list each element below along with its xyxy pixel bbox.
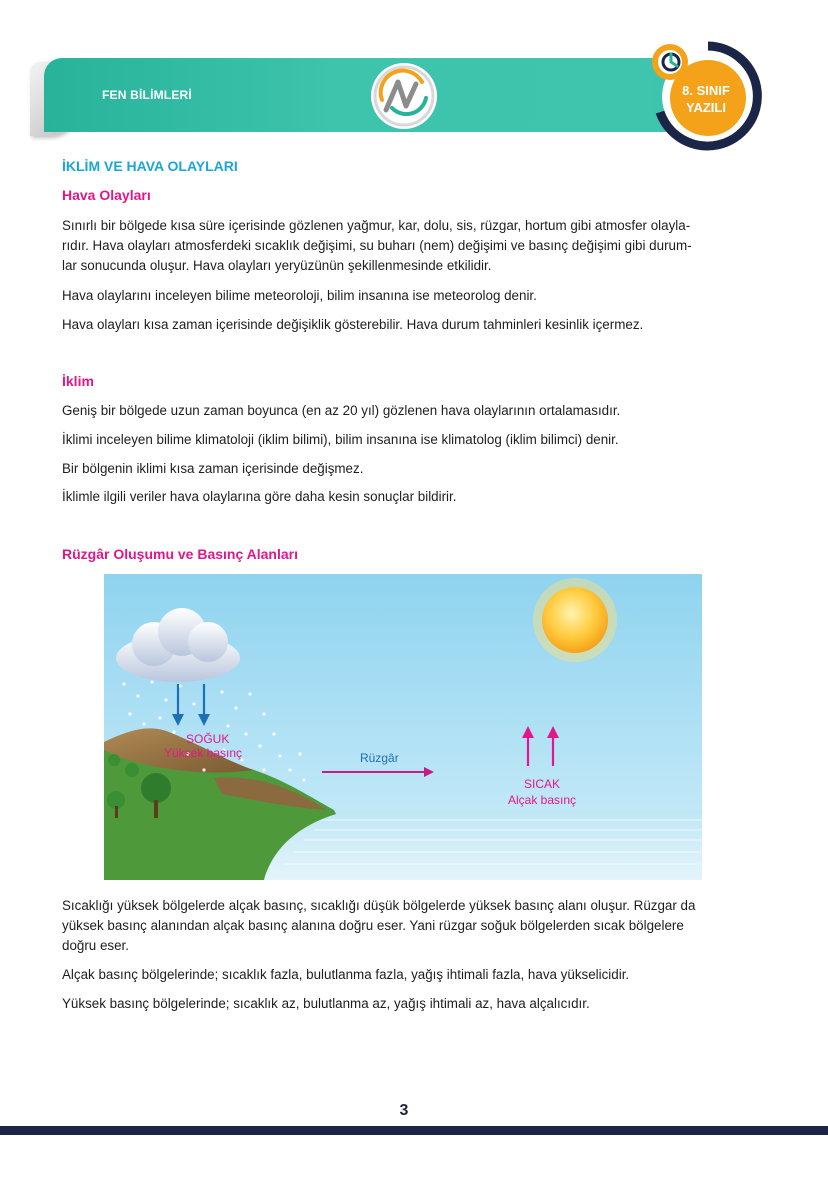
badge-grade: 8. SINIF bbox=[682, 83, 730, 98]
page-number: 3 bbox=[399, 1102, 409, 1119]
climate-paragraph-3: Bir bölgenin iklimi kısa zaman içerisinde değişmez. bbox=[62, 461, 364, 476]
wind-label: Rüzgâr bbox=[360, 751, 399, 765]
low-pressure-label: Alçak basınç bbox=[508, 793, 577, 807]
wind-p1-line-3: doğru eser. bbox=[62, 938, 129, 953]
weather-paragraph-3: Hava olayları kısa zaman içerisinde değişiklik gösterebilir. Hava durum tahminleri kesinlik içermez. bbox=[62, 317, 644, 332]
climate-heading: İklim bbox=[62, 373, 94, 389]
wind-paragraph-3: Yüksek basınç bölgelerinde; sıcaklık az, bulutlanma az, yağış ihtimali az, hava alçalıcıdır. bbox=[62, 996, 590, 1011]
grade-badge-text bbox=[668, 82, 744, 116]
high-pressure-label: Yüksek basınç bbox=[164, 746, 243, 760]
hot-label: SICAK bbox=[524, 777, 561, 791]
badge-exam: YAZILI bbox=[686, 100, 726, 115]
climate-paragraph-1: Geniş bir bölgede uzun zaman boyunca (en az 20 yıl) gözlenen hava olaylarının ortalamasıdır. bbox=[62, 403, 621, 418]
sun-icon bbox=[533, 578, 617, 662]
climate-paragraph-4: İklimle ilgili veriler hava olaylarına göre daha kesin sonuçlar bildirir. bbox=[62, 489, 457, 504]
publisher-logo-icon bbox=[370, 62, 438, 130]
weather-heading: Hava Olayları bbox=[62, 187, 151, 203]
weather-paragraph-1 bbox=[62, 216, 752, 276]
wind-pressure-illustration bbox=[104, 574, 702, 880]
wind-paragraph-1 bbox=[62, 896, 752, 956]
footer-bar bbox=[0, 1126, 828, 1135]
wind-heading: Rüzgâr Oluşumu ve Basınç Alanları bbox=[62, 546, 298, 562]
subject-title: FEN BİLİMLERİ bbox=[102, 88, 192, 102]
wind-p1-line-2: yüksek basınç alanından alçak basınç alanına doğru eser. Yani rüzgar soğuk bölgelerden sıcak bölgelere bbox=[62, 918, 684, 933]
illustration-scene bbox=[104, 574, 702, 880]
weather-paragraph-2: Hava olaylarını inceleyen bilime meteoroloji, bilim insanına ise meteorolog denir. bbox=[62, 288, 537, 303]
cold-label: SOĞUK bbox=[186, 732, 230, 746]
wind-paragraph-2: Alçak basınç bölgelerinde; sıcaklık fazla, bulutlanma fazla, yağış ihtimali fazla, hava yükselicidir. bbox=[62, 967, 630, 982]
climate-paragraph-2: İklimi inceleyen bilime klimatoloji (iklim bilimi), bilim insanına ise klimatolog (iklim bilimci) denir. bbox=[62, 432, 619, 447]
wind-p1-line-1: Sıcaklığı yüksek bölgelerde alçak basınç, sıcaklığı düşük bölgelerde yüksek basınç alanı oluşur. Rüzgar da bbox=[62, 898, 696, 913]
weather-p1-line-2: rıdır. Hava olayları atmosferdeki sıcaklık değişimi, su buharı (nem) değişimi ve basınç değişimi gibi durum- bbox=[62, 238, 692, 253]
section-title: İKLİM VE HAVA OLAYLARI bbox=[62, 158, 238, 174]
weather-p1-line-1: Sınırlı bir bölgede kısa süre içerisinde gözlenen yağmur, kar, dolu, sis, rüzgar, hortum gibi atmosfer olayla- bbox=[62, 218, 691, 233]
weather-p1-line-3: lar sonucunda oluşur. Hava olayları yeryüzünün şekillenmesinde etkilidir. bbox=[62, 258, 492, 273]
